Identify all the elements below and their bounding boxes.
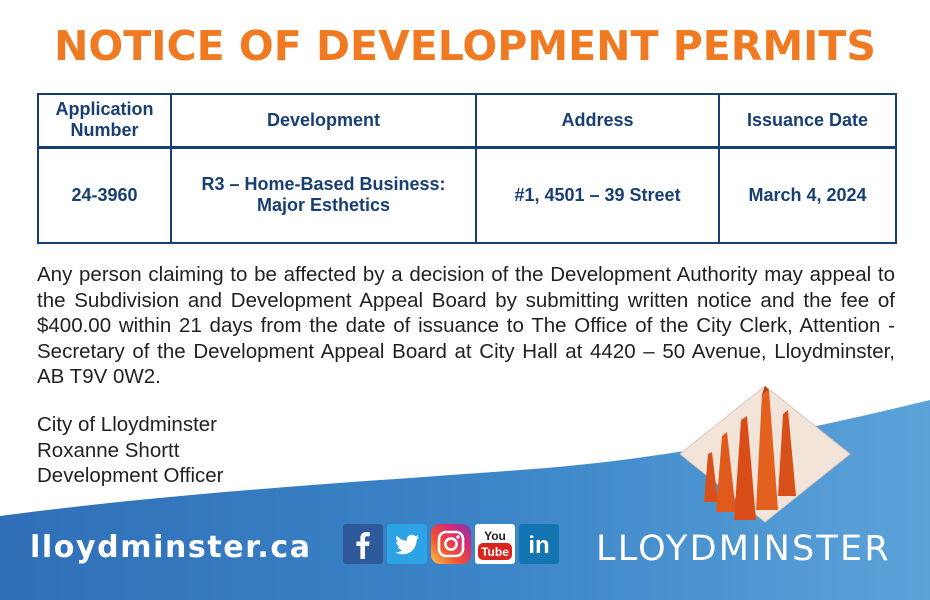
website-link[interactable]: lloydminster.ca bbox=[30, 530, 312, 565]
youtube-icon[interactable] bbox=[475, 524, 515, 564]
page-title: NOTICE OF DEVELOPMENT PERMITS bbox=[54, 22, 876, 70]
header-application-number-line1: Application bbox=[55, 99, 154, 120]
notice-paragraph: Any person claiming to be affected by a decision of the Development Authority may appeal to the Subdivision and Development Appeal Board by submitting written notice and the fee of $400.00 within 21 days from the date of issuance to The Office of the City Clerk, Attention - Secretary of the Development Appeal Board at City Hall at 4420 – 50 Avenue, Lloydminster, AB T9V 0W2. bbox=[37, 263, 895, 388]
social-icons-row bbox=[343, 524, 559, 564]
header-application-number-line2: Number bbox=[70, 120, 139, 141]
facebook-icon[interactable] bbox=[343, 524, 383, 564]
signature-role: Development Officer bbox=[37, 464, 224, 487]
cell-issuance-date: March 4, 2024 bbox=[719, 147, 896, 243]
cell-application-number: 24-3960 bbox=[38, 147, 171, 243]
cell-development-line1: R3 – Home-Based Business: bbox=[201, 174, 446, 195]
twitter-icon[interactable] bbox=[387, 524, 427, 564]
header-issuance-date: Issuance Date bbox=[719, 94, 896, 147]
linkedin-text: in bbox=[528, 532, 550, 559]
instagram-icon[interactable] bbox=[431, 524, 471, 564]
linkedin-icon[interactable] bbox=[519, 524, 559, 564]
header-address: Address bbox=[476, 94, 719, 147]
signature-organization: City of Lloydminster bbox=[37, 413, 218, 436]
cell-address: #1, 4501 – 39 Street bbox=[476, 147, 719, 243]
brand-wordmark: LLOYDMINSTER bbox=[596, 529, 891, 569]
city-logo-icon bbox=[678, 384, 852, 524]
youtube-you-text: You bbox=[484, 529, 506, 543]
youtube-tube-text: Tube bbox=[481, 545, 509, 559]
cell-development-line2: Major Esthetics bbox=[256, 195, 391, 216]
signature-name: Roxanne Shortt bbox=[37, 438, 180, 462]
header-development: Development bbox=[171, 94, 476, 147]
